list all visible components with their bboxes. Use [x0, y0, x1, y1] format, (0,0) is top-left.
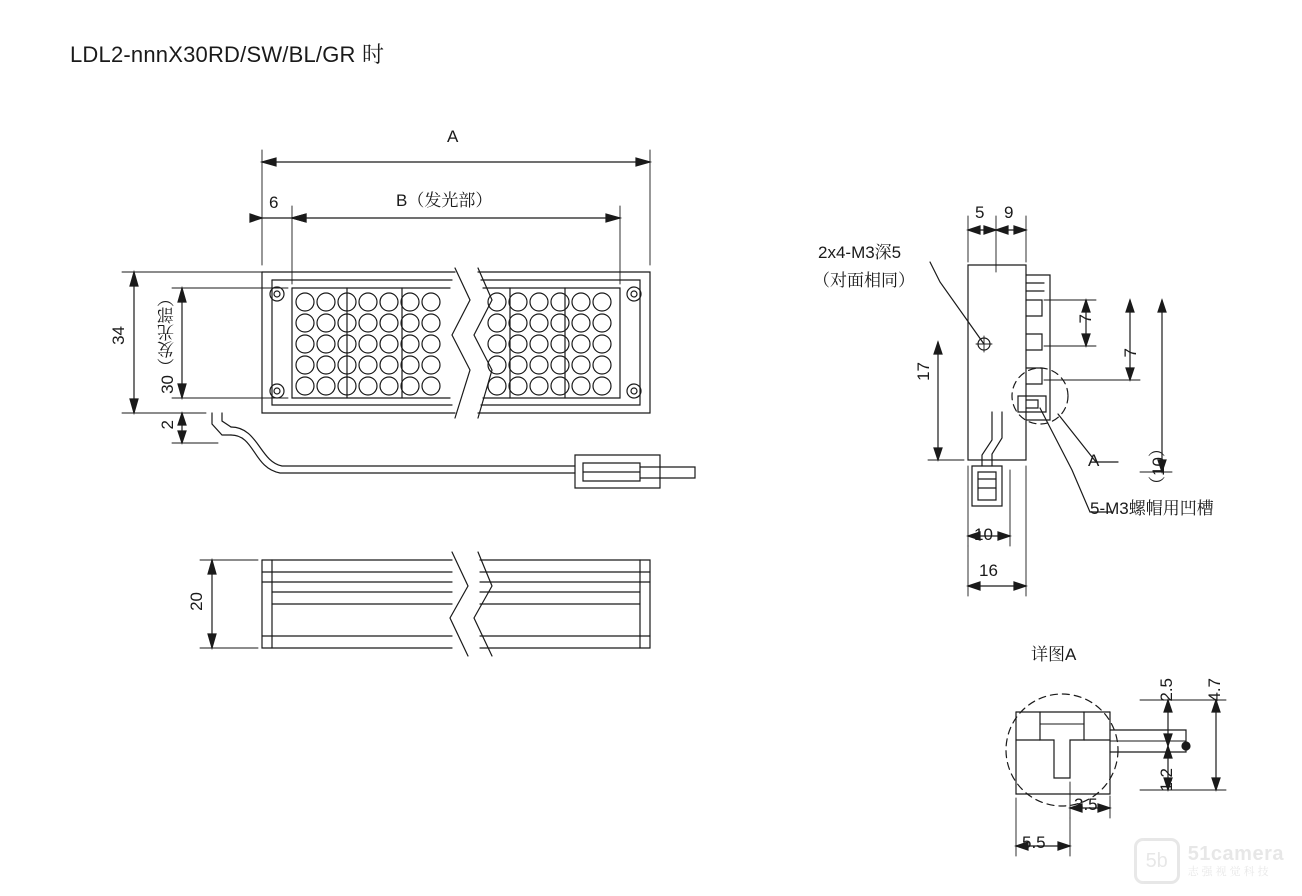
dim-label-2: 2	[158, 420, 177, 430]
watermark-name: 51camera	[1187, 843, 1284, 866]
dim-label-5-5: 5.5	[1022, 833, 1046, 852]
dim-label-a: A	[447, 127, 459, 146]
dim-label-b: B（发光部）	[396, 191, 493, 210]
dim-label-5: 5	[975, 203, 985, 222]
dim-label-16: 16	[979, 561, 998, 580]
watermark	[1134, 838, 1284, 884]
dim-label-6: 6	[269, 193, 279, 212]
dim-label-3-5: 3.5	[1074, 795, 1098, 814]
dim-label-4-7: 4.7	[1205, 678, 1224, 702]
note-slot-label: 5-M3螺帽用凹槽	[1090, 499, 1214, 518]
dim-label-10-paren: （10）	[1149, 440, 1168, 493]
dim-label-10: 10	[974, 525, 993, 544]
dim-label-7-outer: 7	[1121, 348, 1140, 358]
page-title: LDL2-nnnX30RD/SW/BL/GR 时	[70, 42, 385, 67]
dim-label-30: 30（发光部）	[158, 290, 177, 394]
dim-label-7-inner: 7	[1076, 314, 1095, 324]
watermark-sub: 志强视觉科技	[1187, 866, 1272, 879]
dim-label-17: 17	[914, 362, 933, 381]
dim-label-2-5: 2.5	[1157, 678, 1176, 702]
watermark-logo: 5b	[1134, 838, 1180, 884]
dim-label-20: 20	[187, 592, 206, 611]
dim-label-9: 9	[1004, 203, 1014, 222]
dim-label-34: 34	[109, 326, 128, 345]
note-tap-label-2: （对面相同）	[813, 271, 915, 290]
detail-ref-a: A	[1088, 451, 1100, 470]
detail-title: 详图A	[1031, 645, 1077, 664]
dim-label-1-2: 1.2	[1157, 768, 1176, 792]
note-tap-label: 2x4-M3深5	[818, 243, 902, 262]
